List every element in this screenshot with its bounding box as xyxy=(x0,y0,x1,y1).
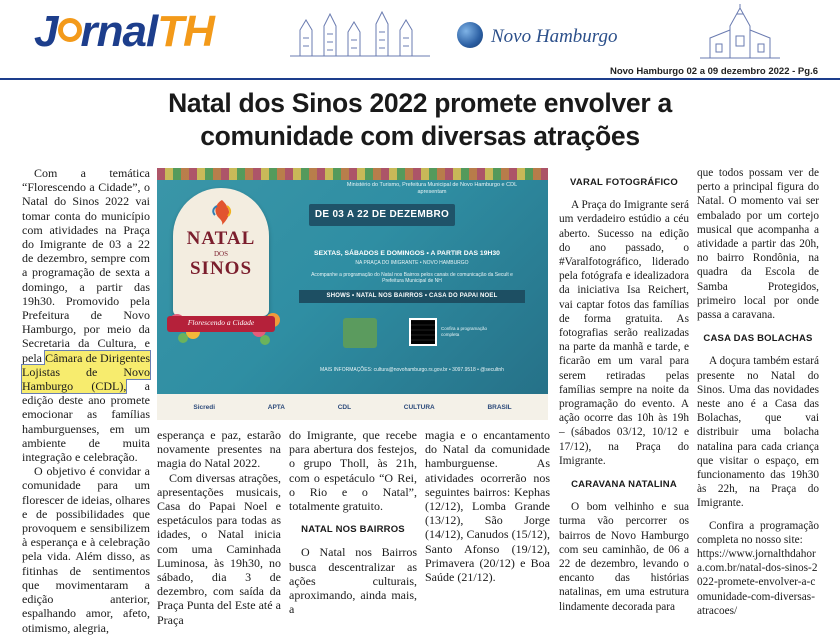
poster-natal-word: NATAL xyxy=(186,228,256,249)
sponsor-logo: CDL xyxy=(337,403,352,411)
poster-qr-label: Confira a programação completa xyxy=(441,326,488,337)
jornal-th-logo[interactable] xyxy=(34,7,214,56)
skyline-illustration-icon xyxy=(290,8,430,58)
poster-follow-text: Acompanhe a programação do Natal nos Bairros pelos canais de comunicação da Secult e Prefeitura Municipal de NH xyxy=(311,272,513,284)
city-name: Novo Hamburgo xyxy=(491,26,618,47)
article-column-2 xyxy=(157,428,281,627)
bird-icon xyxy=(209,198,235,226)
masthead xyxy=(0,0,840,77)
paragraph-intro xyxy=(22,166,150,464)
poster-presenters: Ministério do Turismo, Prefeitura Municipal de Novo Hamburgo e CDL apresentam xyxy=(346,182,518,195)
subhead-casa-das-bolachas: CASA DAS BOLACHAS xyxy=(703,333,813,345)
paragraph-bolachas: A doçura também estará presente no Natal do Sinos. Uma das novidades neste ano é a Casa das Bolachas, que vai distribuir uma bolacha natalina para cada criança que visitar o espaço, em funcionamento das 19h30 às 22h, na Praça do Imigrante. xyxy=(697,355,819,510)
highlighted-text-cdl[interactable]: Câmara de Dirigentes Lojistas de Novo Hamburgo (CDL), xyxy=(22,350,150,394)
poster-shows: SHOWS • NATAL NOS BAIRROS • CASA DO PAPAI NOEL xyxy=(326,292,498,299)
sponsor-logo: Sicredi xyxy=(193,403,216,411)
paragraph-bairros: O Natal nos Bairros busca descentralizar as ações culturais, aproximando, ainda mais, a xyxy=(289,545,417,617)
leaf-icon xyxy=(343,318,377,348)
poster-dos-word: DOS xyxy=(213,250,228,258)
headline-line-2: comunidade com diversas atrações xyxy=(200,121,640,151)
poster-schedule: SEXTAS, SÁBADOS E DOMINGOS • A PARTIR DAS 19H30 xyxy=(314,250,500,257)
article-column-3 xyxy=(289,428,417,616)
edition-date-line: Novo Hamburgo 02 a 09 dezembro 2022 - Pg.6 xyxy=(609,66,818,77)
article-headline xyxy=(40,87,800,153)
paragraph-confira: Confira a programação completa no nosso site: xyxy=(697,519,819,546)
article-link[interactable]: https://www.jornalthdahora.com.br/natal-dos-sinos-2022-promete-envolver-a-comunidade-com-diversas-atracoes/ xyxy=(697,548,818,617)
sponsor-logo: CULTURA xyxy=(403,403,435,411)
sponsor-logo: APTA xyxy=(267,403,285,411)
poster-tagline: Florescendo a Cidade xyxy=(187,318,255,327)
globe-icon xyxy=(457,22,483,48)
paragraph-continued: esperança e paz, estarão novamente presentes na magia do Natal 2022. xyxy=(157,428,281,471)
poster-sinos-word: SINOS xyxy=(189,258,253,279)
masthead-rule xyxy=(0,78,840,80)
intro-text-end: a edição deste ano promete emocionar as famílias hamburguenses, em um ambiente de muita integração e celebração. xyxy=(22,379,150,465)
paragraph-bairros-list: magia e o encantamento do Natal da comunidade hamburguense. As atividades ocorrerão nos seguintes bairros: Kephas (12/12), Lomba Grande (13/12), São Jorge (14/12), Canudos (15/12), Santo Afonso (19/12), Primavera (20/12) e Boa Saúde (21/12). xyxy=(425,428,550,585)
logo-ring-icon xyxy=(58,18,82,42)
headline-line-1: Natal dos Sinos 2022 promete envolver a xyxy=(168,88,672,118)
subhead-caravana-natalina: CARAVANA NATALINA xyxy=(571,479,677,491)
paragraph-caravana: O bom velhinho e sua turma vão percorrer os bairros de Novo Hamburgo com seu caminhão, de 06 a 22 de dezembro, levando o encanto das histórias natalinas, em uma estrutura lindamente decorada para xyxy=(559,501,689,613)
poster-dates: DE 03 A 22 DE DEZEMBRO xyxy=(314,209,450,220)
event-poster-image xyxy=(157,168,548,420)
article-column-1 xyxy=(22,166,150,635)
qr-code-icon[interactable] xyxy=(409,318,437,346)
sponsor-logo: BRASIL xyxy=(487,403,512,411)
paragraph-attractions: Com diversas atrações, apresentações musicais, Casa do Papai Noel e espetáculos para todas as idades, o Natal inicia com uma Caminhada Luminosa, às 19h30, no sábado, dia 3 de dezembro, com saída da Praça Punta del Este até a Praça xyxy=(157,470,281,627)
poster-decor-border xyxy=(157,168,548,180)
logo-j: J xyxy=(34,7,58,56)
article-column-5 xyxy=(559,166,689,614)
paragraph-varal: A Praça do Imigrante será um verdadeiro estúdio a céu aberto. Sucesso na edição do ano passado, o #Varalfotográfico, liderado pela fotógrafa e idealizadora da iniciativa Isa Reichert, vai captar fotos das famílias de forma gratuita. As fotografias serão realizadas na parte da manhã e tarde, e ficarão em um varal para serem retiradas pelas famílias sempre na noite da programação do evento. A ação ocorre das 10h às 19h – (sábados 03/12, 10/12 e 17/12), na Praça do Imigrante. xyxy=(559,199,689,467)
intro-text: Com a temática “Florescendo a Cidade”, o Natal do Sinos 2022 vai tomar conta do município com atividades na Praça do Imigrante de 03 a 22 de dezembro, sempre com a programação de sexta a domingo, a partir das 19h30. Promovido pela Prefeitura de Novo Hamburgo, por meio da Secretaria da Cultura, e pela xyxy=(22,166,150,365)
sponsor-logos xyxy=(157,394,548,420)
subhead-natal-nos-bairros: NATAL NOS BAIRROS xyxy=(301,524,405,536)
paragraph-caravana-end: que todos possam ver de perto a principal figura do Natal. O momento vai ser embalado por um cortejo musical que acompanha a atividade a partir das 20h, no bairro Rondônia, na quadra da Escola de Samba Protegidos, primeiro local por onde passa a caravana. xyxy=(697,167,819,322)
poster-info-line: MAIS INFORMAÇÕES: cultura@novohamburgo.rs.gov.br • 3097.9518 • @secultnh xyxy=(320,367,504,373)
article-column-6 xyxy=(697,166,819,618)
subhead-varal-fotografico: VARAL FOTOGRÁFICO xyxy=(570,177,678,188)
paragraph-objective: O objetivo é convidar a comunidade para um florescer de ideias, olhares e de possibilidades que provoquem e sensibilizem à esperança e à celebração pela vida. Além disso, as fitinhas de sentimentos que movimentaram a edição anterior, espalhando amor, afeto, otimismo, alegria, xyxy=(22,464,150,635)
paragraph-opening: do Imigrante, que recebe para abertura dos festejos, o grupo Tholl, às 21h, com o espetáculo “O Rei, o Rio e o Natal”, totalmente gratuito. xyxy=(289,428,417,514)
church-illustration-icon xyxy=(700,6,780,58)
logo-rnal: rnal xyxy=(80,7,158,56)
logo-th: TH xyxy=(157,7,214,56)
article-column-4 xyxy=(425,428,550,584)
poster-location: NA PRAÇA DO IMIGRANTE • NOVO HAMBURGO xyxy=(355,260,469,266)
